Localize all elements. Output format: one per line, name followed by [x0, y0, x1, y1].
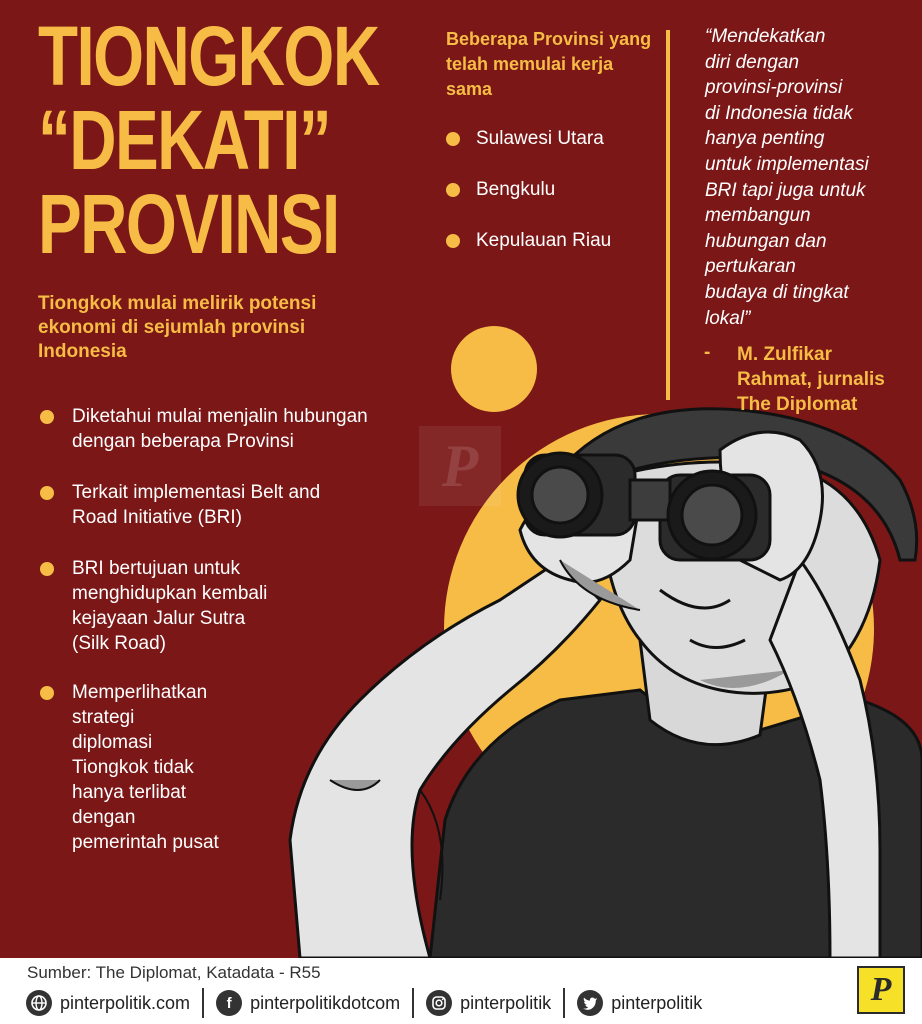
social-link-instagram[interactable] — [426, 988, 551, 1018]
social-label: pinterpolitik — [611, 992, 703, 1013]
provinces-heading: Beberapa Provinsi yang telah memulai kerja sama — [446, 29, 652, 99]
key-point — [40, 404, 440, 454]
social-link-twitter[interactable] — [577, 988, 702, 1018]
footer — [0, 958, 922, 1024]
headline-line-2: “DEKATI” — [38, 93, 331, 187]
bullet-dot-icon — [446, 183, 460, 197]
provinces-list — [446, 126, 626, 279]
bullet-dot-icon — [446, 132, 460, 146]
social-label: pinterpolitik.com — [60, 992, 191, 1013]
key-point-text: Memperlihatkan strategi diplomasi Tiongkok tidak hanya terlibat dengan pemerintah pusat — [72, 682, 219, 853]
divider — [202, 988, 204, 1018]
province-name: Bengkulu — [476, 179, 556, 200]
divider — [563, 988, 565, 1018]
key-points-list — [40, 404, 440, 881]
province-name: Kepulauan Riau — [476, 230, 612, 251]
watermark-logo: P — [419, 426, 501, 506]
divider — [412, 988, 414, 1018]
twitter-icon — [577, 990, 603, 1016]
facebook-icon: f — [216, 990, 242, 1016]
province-item — [446, 177, 626, 202]
social-link-website[interactable] — [26, 988, 190, 1018]
bullet-dot-icon — [446, 234, 460, 248]
key-point-text: BRI bertujuan untuk menghidupkan kembali kejayaan Jalur Sutra (Silk Road) — [72, 558, 268, 654]
subtitle: Tiongkok mulai melirik potensi ekonomi di sejumlah provinsi Indonesia — [38, 293, 317, 362]
social-label: pinterpolitikdotcom — [250, 992, 401, 1013]
province-item — [446, 126, 626, 151]
key-point — [40, 556, 440, 656]
social-label: pinterpolitik — [460, 992, 552, 1013]
province-name: Sulawesi Utara — [476, 128, 604, 149]
headline-line-3: PROVINSI — [38, 177, 339, 271]
key-point — [40, 680, 440, 855]
bullet-dot-icon — [40, 486, 54, 500]
social-links — [26, 988, 702, 1018]
instagram-icon — [426, 990, 452, 1016]
bullet-dot-icon — [40, 562, 54, 576]
quote-dash: - — [704, 342, 711, 363]
key-point-text: Diketahui mulai menjalin hubungan dengan beberapa Provinsi — [72, 406, 368, 452]
key-point-text: Terkait implementasi Belt and Road Initiative (BRI) — [72, 482, 321, 528]
globe-icon — [26, 990, 52, 1016]
social-link-facebook[interactable] — [216, 988, 400, 1018]
province-item — [446, 228, 626, 253]
quote-text: “Mendekatkan diri dengan provinsi-provinsi di Indonesia tidak hanya penting untuk implementasi BRI tapi juga untuk membangun hubungan dan pertukaran budaya di tingkat lokal” — [705, 26, 869, 329]
headline — [38, 9, 379, 271]
bullet-dot-icon — [40, 686, 54, 700]
quote-author: M. Zulfikar Rahmat, jurnalis The Diplomat — [737, 344, 885, 415]
brand-logo[interactable]: P — [857, 966, 905, 1014]
vertical-divider — [666, 30, 670, 400]
source-credit: Sumber: The Diplomat, Katadata - R55 — [27, 963, 321, 982]
key-point — [40, 480, 440, 530]
bullet-dot-icon — [40, 410, 54, 424]
headline-line-1: TIONGKOK — [38, 9, 379, 103]
